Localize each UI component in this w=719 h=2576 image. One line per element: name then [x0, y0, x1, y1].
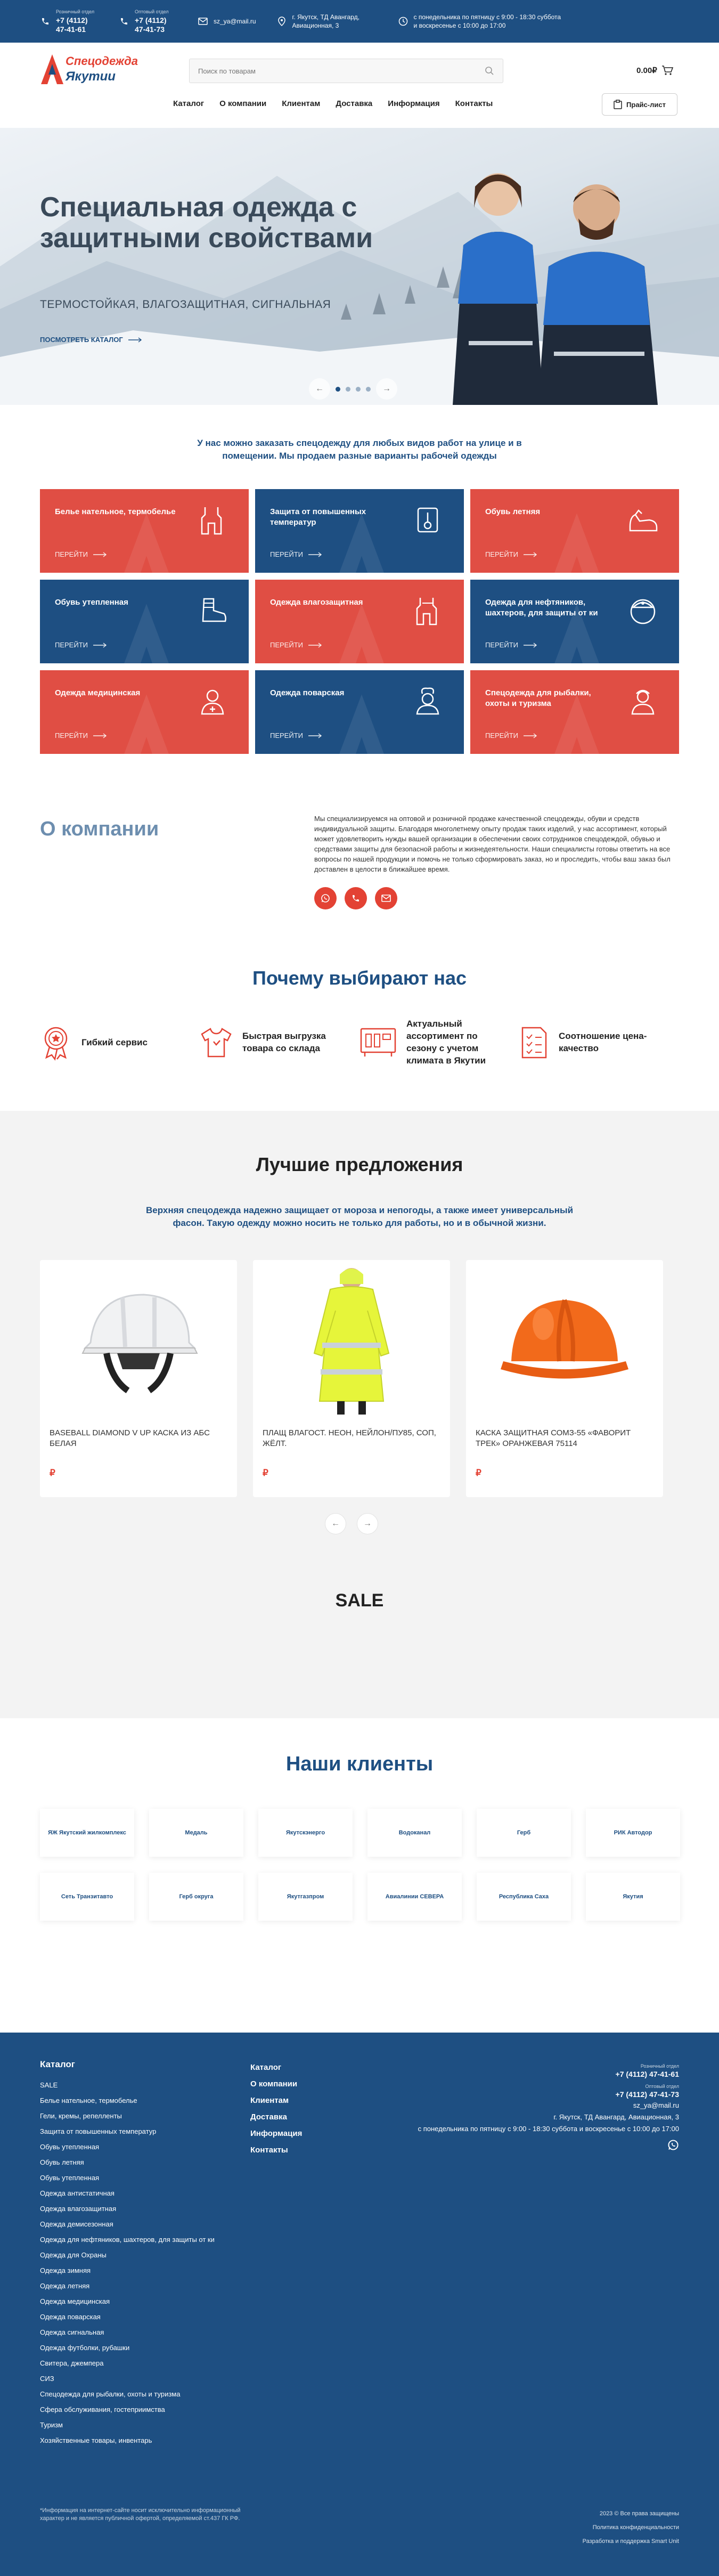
search-bar[interactable]	[189, 59, 503, 83]
product-image[interactable]	[253, 1260, 450, 1420]
footer-catalog-item[interactable]: Свитера, джемпера	[40, 2359, 104, 2367]
why-item	[360, 1018, 519, 1067]
arrow-right-icon	[524, 733, 537, 738]
footer-catalog-item[interactable]: Одежда демисезонная	[40, 2220, 113, 2228]
hours-text: с понедельника по пятницу с 9:00 - 18:30 суббота и воскресенье с 10:00 до 17:00	[413, 13, 561, 29]
hero-slider	[0, 128, 719, 405]
category-go-link[interactable]	[270, 732, 322, 740]
mail-icon	[381, 895, 391, 902]
footer-contacts	[418, 2059, 679, 2155]
slider-dot[interactable]	[356, 387, 361, 392]
fisherman-icon	[628, 686, 658, 716]
logo-watermark-icon	[319, 692, 404, 754]
logo-watermark-icon	[104, 692, 189, 754]
logo-text-bottom: Якутии	[66, 69, 116, 84]
logo-mark-icon	[40, 53, 64, 85]
product-carousel	[40, 1260, 663, 1497]
footer-catalog-item[interactable]: Одежда зимняя	[40, 2266, 91, 2274]
main-nav	[173, 96, 493, 111]
footer-catalog-item[interactable]: Гели, кремы, репелленты	[40, 2112, 122, 2120]
nav-clients[interactable]: Клиентам	[282, 99, 321, 108]
why-item	[519, 1018, 679, 1067]
category-name[interactable]: Одежда медицинская	[55, 688, 141, 697]
clients-title: Наши клиенты	[285, 1753, 434, 1775]
category-name[interactable]: Одежда влагозащитная	[270, 598, 363, 607]
price-list-button[interactable]	[602, 93, 677, 116]
category-card[interactable]	[40, 670, 249, 754]
price-list-label: Прайс-лист	[626, 100, 666, 109]
about-title: О компании	[40, 818, 159, 840]
category-card[interactable]	[40, 489, 249, 573]
category-name[interactable]: Белье нательное, термобелье	[55, 507, 176, 516]
hero-subtitle: ТЕРМОСТОЙКАЯ, ВЛАГОЗАЩИТНАЯ, СИГНАЛЬНАЯ	[40, 298, 331, 311]
site-header	[0, 43, 719, 128]
logo-watermark-icon	[319, 601, 404, 663]
wholesale-phone-label: Оптовый отдел	[135, 9, 169, 14]
footer-menu	[250, 2059, 302, 2158]
slider-controls	[309, 378, 397, 400]
category-name[interactable]: Одежда поварская	[270, 688, 345, 697]
footer-wholesale-label: Оптовый отдел	[645, 2084, 679, 2089]
product-price: ₽	[50, 1468, 55, 1478]
footer-menu-item[interactable]: Каталог	[250, 2063, 282, 2072]
arrow-right-icon	[128, 337, 142, 343]
footer-catalog-title[interactable]: Каталог	[40, 2059, 75, 2069]
client-logo: ЯЖ Якутский жилкомплекс	[40, 1809, 134, 1857]
phone-icon	[352, 894, 360, 903]
why-item	[200, 1018, 360, 1067]
about-section	[0, 754, 719, 967]
product-name[interactable]: КАСКА ЗАЩИТНАЯ СОМЗ-55 «ФАВОРИТ ТРЕК» ОРАНЖЕВАЯ 75114	[476, 1428, 631, 1448]
tshirt-icon	[200, 1026, 233, 1059]
why-item	[40, 1018, 200, 1067]
product-name[interactable]: BASEBALL DIAMOND V UP КАСКА ИЗ АБС БЕЛАЯ	[50, 1428, 210, 1448]
footer-menu-item[interactable]: Контакты	[250, 2146, 288, 2155]
thermometer-icon	[413, 505, 443, 535]
email-contact[interactable]	[198, 16, 256, 27]
nav-catalog[interactable]: Каталог	[173, 99, 205, 108]
arrow-right-icon	[93, 733, 107, 738]
footer-address: г. Якутск, ТД Авангард, Авиационная, 3	[553, 2113, 679, 2121]
medal-icon	[40, 1023, 72, 1061]
medic-icon	[198, 686, 227, 716]
footer-retail-label: Розничный отдел	[640, 2063, 679, 2069]
category-go-label: ПЕРЕЙТИ	[485, 641, 518, 649]
top-bar	[0, 0, 719, 43]
footer-catalog-item[interactable]: Одежда для Охраны	[40, 2251, 107, 2259]
privacy-link[interactable]: Политика конфиденциальности	[592, 2524, 679, 2531]
category-card[interactable]	[470, 670, 679, 754]
arrow-right-icon	[308, 552, 322, 557]
yellow-raincoat-image	[304, 1263, 399, 1417]
hero-illustration	[0, 128, 719, 405]
category-name[interactable]: Обувь летняя	[485, 507, 541, 516]
footer-catalog-item[interactable]: Белье нательное, термобелье	[40, 2096, 137, 2104]
product-price: ₽	[263, 1468, 268, 1478]
category-go-label: ПЕРЕЙТИ	[270, 641, 303, 649]
miner-icon	[628, 596, 658, 625]
client-logo: Герб округа	[149, 1873, 243, 1921]
nav-about[interactable]: О компании	[219, 99, 267, 108]
slider-prev-button[interactable]: ←	[309, 378, 330, 400]
waterproof-overalls-icon	[413, 596, 443, 625]
hours-contact	[398, 13, 563, 30]
category-go-link[interactable]	[55, 641, 107, 649]
footer-menu-item[interactable]: Информация	[250, 2129, 303, 2138]
offers-title: Лучшие предложения	[256, 1153, 463, 1175]
clock-icon	[398, 16, 408, 27]
view-catalog-link[interactable]	[40, 336, 142, 344]
footer-email[interactable]: sz_ya@mail.ru	[633, 2101, 679, 2109]
category-go-label: ПЕРЕЙТИ	[55, 732, 88, 740]
arrow-right-icon	[308, 733, 322, 738]
client-logo: Якутгазпром	[258, 1873, 353, 1921]
carousel-controls	[325, 1513, 378, 1534]
why-title: Почему выбирают нас	[252, 967, 467, 989]
footer-catalog-item[interactable]: Обувь летняя	[40, 2158, 84, 2166]
category-go-link[interactable]	[270, 641, 322, 649]
cart-button[interactable]	[636, 65, 673, 76]
product-card[interactable]	[253, 1260, 450, 1497]
product-card[interactable]	[466, 1260, 663, 1497]
footer-catalog-item[interactable]: Одежда медицинская	[40, 2297, 110, 2305]
address-contact	[276, 13, 378, 30]
client-logos	[40, 1809, 680, 1921]
category-go-label: ПЕРЕЙТИ	[270, 732, 303, 740]
wholesale-phone-number[interactable]: +7 (4112) 47-41-73	[135, 15, 167, 34]
category-go-link[interactable]	[55, 550, 107, 558]
intro-paragraph: У нас можно заказать спецодежду для любых видов работ на улице и в помещении. Мы продаем разные варианты рабочей одежды	[197, 438, 522, 461]
arrow-right-icon	[93, 552, 107, 557]
category-name[interactable]: Защита от повышенных температур	[270, 507, 366, 527]
category-go-link[interactable]	[485, 550, 537, 558]
carousel-prev-button[interactable]: ←	[325, 1513, 346, 1534]
category-go-label: ПЕРЕЙТИ	[485, 732, 518, 740]
phone-icon	[40, 16, 51, 27]
about-text: Мы специализируемся на оптовой и розничной продаже качественной спецодежды, обуви и средств индивидуальной защиты. Благодаря многолетнему опыту продаж таких изделий, у нас ассортимент, который может удовлетворить нужды вашей организации в обеспечении своих сотрудников спецодеждой, обувью и средствами защиты для безопасной работы и жизнедеятельности. Наши специалисты готовы ответить на все вопросы по нашей продукции и помочь не только сформировать заказ, но и проследить, чтобы ваш заказ был доставлен в целости в ближайшее время.	[314, 815, 671, 873]
orange-helmet-image	[495, 1281, 634, 1399]
category-go-label: ПЕРЕЙТИ	[55, 550, 88, 558]
client-logo: Герб	[477, 1809, 571, 1857]
footer-catalog-item[interactable]: Защита от повышенных температур	[40, 2127, 157, 2135]
logo-watermark-icon	[104, 601, 189, 663]
arrow-right-icon	[308, 643, 322, 648]
why-items	[40, 1018, 679, 1067]
offers-subtitle-text: Верхняя спецодежда надежно защищает от мороза и непогоды, а также имеет универсальный фасон. Такую одежду можно носить не только для работы, но и в обычной жизни.	[145, 1205, 574, 1228]
footer-catalog-item[interactable]: Одежда для нефтяников, шахтеров, для защиты от ки	[40, 2236, 215, 2244]
location-pin-icon	[276, 16, 287, 27]
intro-text	[0, 405, 719, 489]
arrow-right-icon	[93, 643, 107, 648]
category-go-link[interactable]	[270, 550, 322, 558]
category-card[interactable]	[255, 580, 464, 663]
footer-catalog-item[interactable]: Одежда антистатичная	[40, 2189, 115, 2197]
footer-catalog-item[interactable]: Обувь утепленная	[40, 2174, 100, 2182]
why-item-text: Актуальный ассортимент по сезону с учетом климата в Якутии	[406, 1019, 486, 1066]
clipboard-icon	[614, 100, 622, 109]
footer-hours: с понедельника по пятницу с 9:00 - 18:30 суббота и воскресенье с 10:00 до 17:00	[418, 2125, 679, 2133]
why-us-section	[0, 967, 719, 1111]
footer-catalog-item[interactable]: Туризм	[40, 2421, 63, 2429]
footer-catalog-item[interactable]: Сфера обслуживания, гостеприимства	[40, 2406, 165, 2414]
nav-delivery[interactable]: Доставка	[336, 99, 373, 108]
nav-info[interactable]: Информация	[388, 99, 440, 108]
category-go-link[interactable]	[485, 641, 537, 649]
search-icon[interactable]	[485, 66, 494, 76]
client-logo: РИК Автодор	[586, 1809, 680, 1857]
category-name[interactable]: Обувь утепленная	[55, 598, 128, 607]
product-card[interactable]	[40, 1260, 237, 1497]
category-go-link[interactable]	[485, 732, 537, 740]
whatsapp-icon	[321, 893, 330, 903]
whatsapp-icon	[667, 2139, 679, 2151]
carousel-next-button[interactable]: →	[357, 1513, 378, 1534]
footer-catalog-item[interactable]: Хозяйственные товары, инвентарь	[40, 2436, 152, 2444]
category-card[interactable]	[470, 489, 679, 573]
footer-catalog-item[interactable]: Одежда летняя	[40, 2282, 90, 2290]
wholesale-phone[interactable]	[119, 9, 177, 34]
category-name[interactable]: Спецодежда для рыбалки, охоты и туризма	[485, 688, 591, 708]
developer-link[interactable]: Разработка и поддержка Smart Unit	[582, 2538, 679, 2545]
retail-phone-label: Розничный отдел	[56, 9, 95, 14]
site-footer	[0, 2033, 719, 2576]
clients-section	[0, 1718, 719, 2033]
why-item-text: Гибкий сервис	[81, 1037, 148, 1047]
footer-menu-item[interactable]: О компании	[250, 2079, 298, 2089]
footer-menu-item[interactable]: Доставка	[250, 2112, 287, 2122]
footer-catalog-item[interactable]: SALE	[40, 2081, 58, 2089]
logo-text-top: Спецодежда	[66, 54, 138, 68]
model-man	[538, 184, 658, 405]
footer-catalog-item[interactable]: Одежда поварская	[40, 2313, 101, 2321]
footer-catalog-item[interactable]: Спецодежда для рыбалки, охоты и туризма	[40, 2390, 181, 2398]
client-logo: Водоканал	[367, 1809, 462, 1857]
heater-icon	[360, 1026, 397, 1059]
logo-watermark-icon	[104, 510, 189, 573]
why-item-text: Соотношение цена-качество	[559, 1031, 647, 1053]
category-card[interactable]	[255, 670, 464, 754]
winter-boot-icon	[198, 596, 227, 625]
white-helmet-image	[75, 1279, 202, 1401]
phone-icon	[119, 16, 129, 27]
cart-total: 0.00₽	[636, 66, 657, 75]
copyright: 2023 © Все права защищены	[599, 2510, 679, 2517]
footer-catalog-item[interactable]: Обувь утепленная	[40, 2143, 100, 2151]
footer-catalog-item[interactable]: СИЗ	[40, 2375, 54, 2383]
retail-phone-number[interactable]: +7 (4112) 47-41-61	[56, 15, 88, 34]
view-catalog-label: ПОСМОТРЕТЬ КАТАЛОГ	[40, 336, 123, 344]
category-grid	[40, 489, 679, 754]
summer-shoe-icon	[628, 505, 658, 535]
client-logo: Якутскэнерго	[258, 1809, 353, 1857]
category-card[interactable]	[40, 580, 249, 663]
why-item-text: Быстрая выгрузка товара со склада	[242, 1031, 326, 1053]
client-logo: Якутия	[586, 1873, 680, 1921]
category-go-link[interactable]	[55, 732, 107, 740]
offers-subtitle	[0, 1204, 719, 1230]
slider-dot[interactable]	[366, 387, 371, 392]
best-offers-section	[0, 1111, 719, 1718]
nav-contacts[interactable]: Контакты	[455, 99, 493, 108]
social-links	[314, 887, 397, 909]
address-text: г. Якутск, ТД Авангард, Авиационная, 3	[292, 13, 360, 29]
category-go-label: ПЕРЕЙТИ	[270, 550, 303, 558]
product-image[interactable]	[466, 1260, 663, 1420]
checklist-icon	[519, 1025, 549, 1060]
slider-dot[interactable]	[336, 387, 340, 392]
whatsapp-button[interactable]	[314, 887, 337, 909]
category-card[interactable]	[470, 580, 679, 663]
slider-dot[interactable]	[346, 387, 350, 392]
chef-icon	[413, 686, 443, 716]
client-logo: Авиалинии СЕВЕРА	[367, 1873, 462, 1921]
hero-title: Специальная одежда с защитными свойствами	[40, 192, 373, 254]
retail-phone[interactable]	[40, 9, 99, 34]
footer-catalog-item[interactable]: Одежда сигнальная	[40, 2328, 104, 2336]
footer-retail-phone[interactable]: +7 (4112) 47-41-61	[615, 2070, 679, 2078]
client-logo: Республика Саха	[477, 1873, 571, 1921]
category-name[interactable]: Одежда для нефтяников, шахтеров, для защиты от ки	[485, 598, 598, 617]
footer-disclaimer: *Информация на интернет-сайте носит исключительно информационный характер и не является публичной офертой, определяемой ст.437 ГК РФ.	[40, 2507, 241, 2522]
arrow-right-icon	[524, 552, 537, 557]
footer-menu-item[interactable]: Клиентам	[250, 2096, 289, 2105]
client-logo: Медаль	[149, 1809, 243, 1857]
category-card[interactable]	[255, 489, 464, 573]
mail-icon	[198, 16, 208, 27]
footer-catalog	[40, 2059, 215, 2448]
category-go-label: ПЕРЕЙТИ	[55, 641, 88, 649]
email-text[interactable]: sz_ya@mail.ru	[214, 18, 256, 25]
arrow-right-icon	[524, 643, 537, 648]
footer-whatsapp-link[interactable]	[418, 2139, 679, 2155]
call-button[interactable]	[345, 887, 367, 909]
mail-button[interactable]	[375, 887, 397, 909]
footer-catalog-item[interactable]: Одежда влагозащитная	[40, 2205, 117, 2213]
slider-next-button[interactable]: →	[376, 378, 397, 400]
category-go-label: ПЕРЕЙТИ	[485, 550, 518, 558]
product-price: ₽	[476, 1468, 481, 1478]
search-input[interactable]	[198, 67, 485, 75]
footer-catalog-item[interactable]: Одежда футболки, рубашки	[40, 2344, 130, 2352]
footer-wholesale-phone[interactable]: +7 (4112) 47-41-73	[615, 2090, 679, 2099]
client-logo: Сеть Транзитавто	[40, 1873, 134, 1921]
footer-legal	[583, 2507, 679, 2548]
product-image[interactable]	[40, 1260, 237, 1420]
sale-heading: SALE	[335, 1590, 384, 1611]
logo-watermark-icon	[534, 510, 619, 573]
product-name[interactable]: ПЛАЩ ВЛАГОСТ. НЕОН, НЕЙЛОН/ПУ85, СОП, ЖЁЛТ.	[263, 1428, 436, 1448]
overalls-icon	[198, 505, 227, 535]
cart-icon	[661, 65, 673, 76]
